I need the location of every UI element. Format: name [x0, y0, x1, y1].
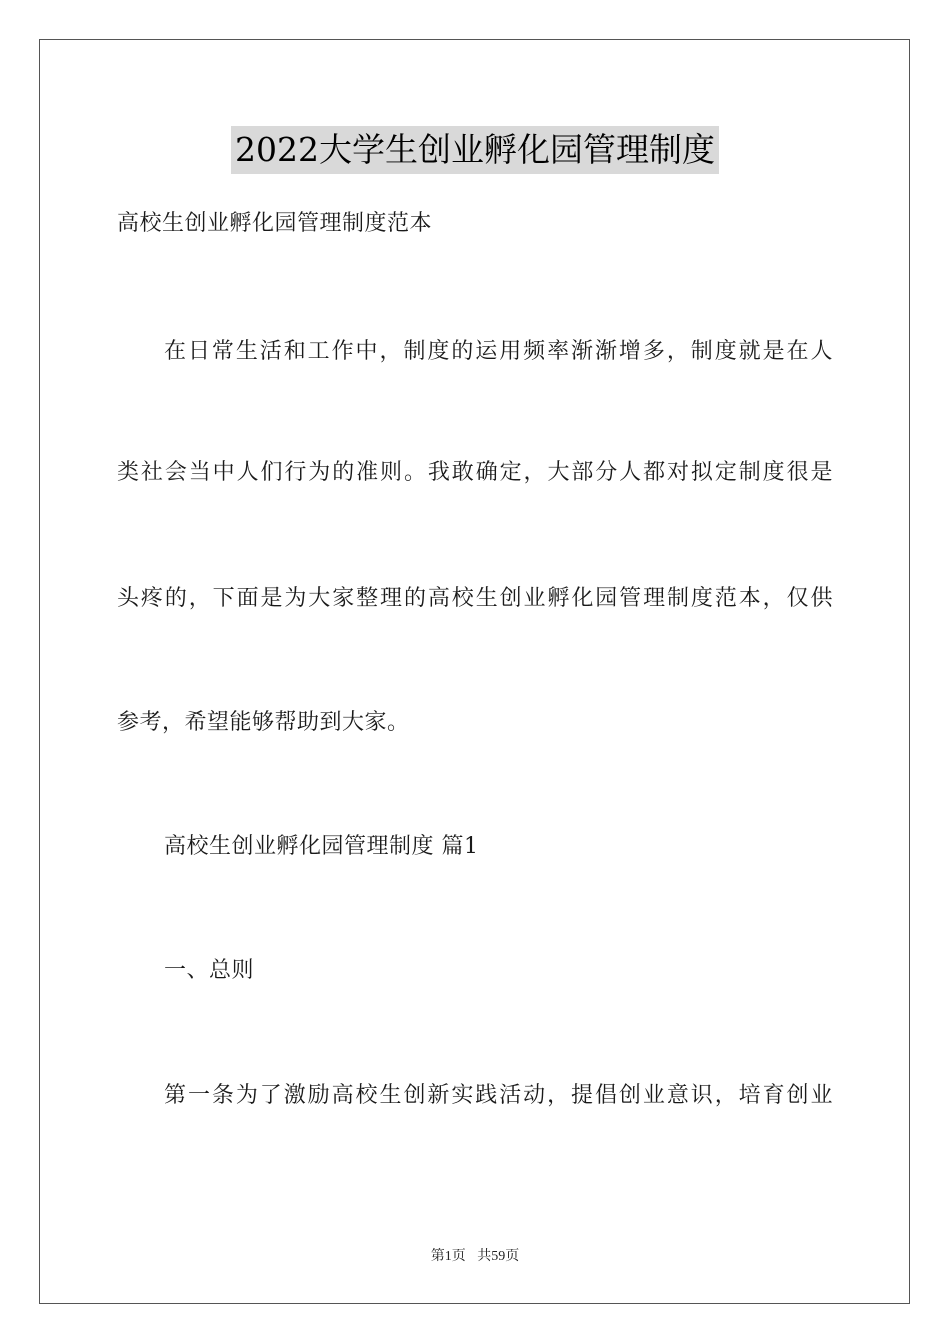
- page-number: 第1页: [430, 1249, 466, 1264]
- intro-line-3: 头疼的，下面是为大家整理的高校生创业孵化园管理制度范本，仅供: [117, 586, 833, 611]
- document-title: 2022大学生创业孵化园管理制度: [231, 126, 719, 174]
- article-line-1: 第一条为了激励高校生创新实践活动，提倡创业意识，培育创业: [164, 1083, 833, 1108]
- title-container: [0, 126, 950, 174]
- intro-line-4: 参考，希望能够帮助到大家。: [117, 710, 410, 735]
- intro-line-2: 类社会当中人们行为的准则。我敢确定，大部分人都对拟定制度很是: [117, 460, 833, 485]
- document-subtitle: 高校生创业孵化园管理制度范本: [117, 211, 433, 236]
- page-total: 共59页: [477, 1249, 520, 1264]
- section-heading: 高校生创业孵化园管理制度 篇1: [164, 834, 479, 859]
- intro-line-1: 在日常生活和工作中，制度的运用频率渐渐增多，制度就是在人: [164, 339, 833, 364]
- chapter-heading: 一、总则: [164, 958, 255, 983]
- page-footer: [0, 1247, 950, 1267]
